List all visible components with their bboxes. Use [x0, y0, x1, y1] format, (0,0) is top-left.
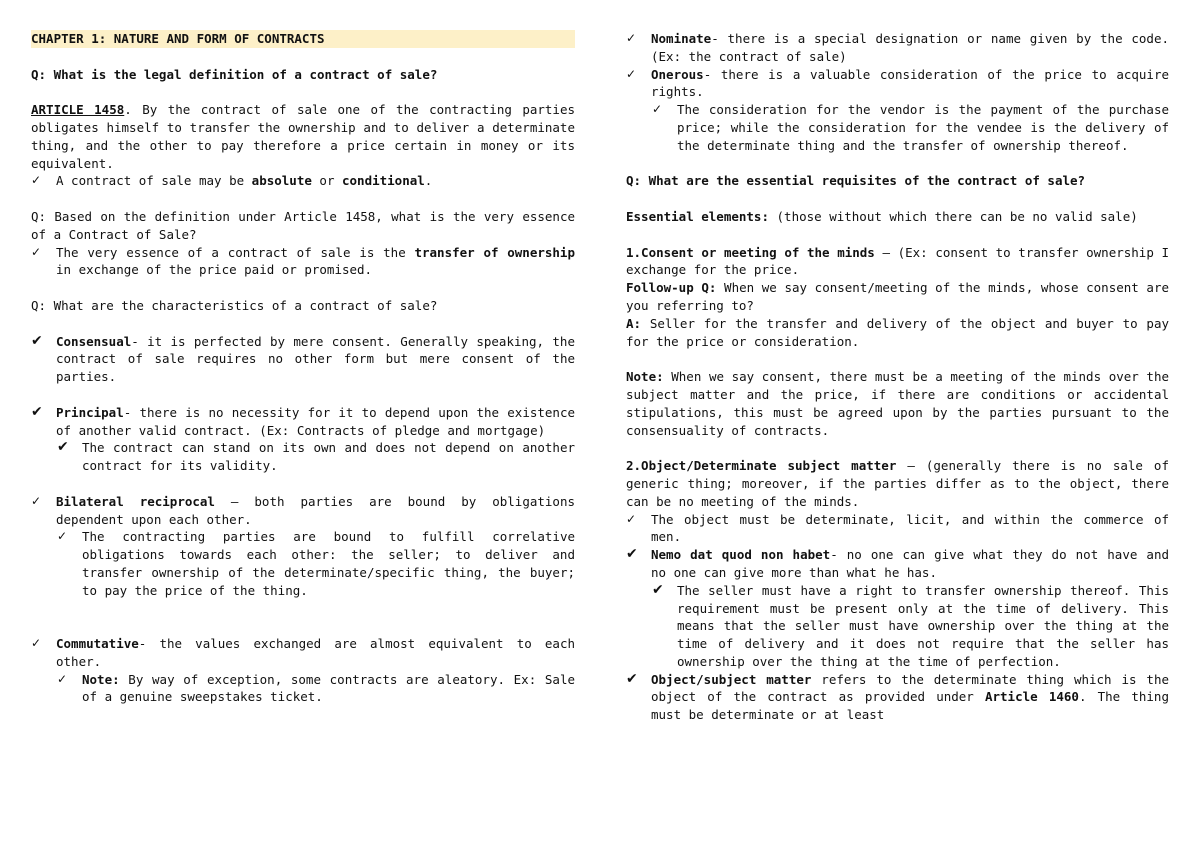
sub-item-nemo-dat: ✔ The seller must have a right to transfer ownership thereof. This requirement must be present only at the time of delivery. This means that the seller must have ownership over the thing at the time of delivery and it does not require that the seller has ownership over the thing at the time of perfection.	[652, 581, 1169, 669]
check-icon: ✓	[626, 511, 637, 526]
check-icon: ✓	[57, 529, 68, 544]
list-item-principal: ✔ Principal- there is no necessity for it to depend upon the existence of another valid contract. (Ex: Contracts of pledge and mortgage)	[31, 403, 575, 438]
question-3: Q: What are the characteristics of a contract of sale?	[31, 297, 438, 313]
article-1458-paragraph: ARTICLE 1458. By the contract of sale one of the contracting parties obligates himself to transfer the ownership and to deliver a determinate thing, and the other to pay therefore a price certain in money or its equivalent.	[31, 102, 576, 171]
chapter-heading: CHAPTER 1: NATURE AND FORM OF CONTRACTS	[31, 30, 575, 48]
check-bold-icon: ✔	[31, 332, 43, 349]
list-item-essence: ✓ The very essence of a contract of sale is the transfer of ownership in exchange of the price paid or promised.	[31, 244, 575, 278]
sub-item-principal: ✔ The contract can stand on its own and does not depend on another contract for its validity.	[57, 439, 575, 474]
check-icon: ✓	[626, 31, 637, 45]
check-bold-icon: ✔	[652, 581, 664, 598]
sub-item-bilateral: ✓ The contracting parties are bound to fulfill correlative obligations towards each other: the seller; to deliver and transfer ownership of the determinate/specific thing, the buyer; to pay the price of the thing.	[57, 529, 575, 598]
answer: A: Seller for the transfer and delivery of the object and buyer to pay for the price or consideration.	[626, 315, 1169, 349]
list-item-nemo-dat: ✔ Nemo dat quod non habet- no one can give what they do not have and no one can give more than what he has.	[626, 546, 1170, 580]
question-4: Q: What are the essential requisites of the contract of sale?	[626, 173, 1086, 189]
check-icon: ✓	[31, 244, 42, 259]
check-bold-icon: ✔	[31, 403, 43, 420]
check-bold-icon: ✔	[626, 546, 638, 563]
right-column	[626, 30, 1169, 724]
left-column	[31, 30, 575, 706]
check-icon: ✓	[652, 102, 663, 117]
list-item-consensual: ✔ Consensual- it is perfected by mere consent. Generally speaking, the contract of sale requires no other form but mere consent of the parties.	[31, 332, 575, 385]
list-item-object-subject: ✔ Object/subject matter refers to the determinate thing which is the object of the contract as provided under Article 1460. The thing must be determinate or at least	[626, 670, 1169, 723]
check-icon: ✓	[57, 671, 68, 686]
check-bold-icon: ✔	[626, 670, 638, 687]
list-item-object: ✓ The object must be determinate, licit, and within the commerce of men.	[626, 511, 1169, 545]
check-icon: ✓	[31, 173, 42, 188]
article-1458-label: ARTICLE 1458	[31, 102, 125, 118]
sub-item-onerous: ✓ The consideration for the vendor is the payment of the purchase price; while the consideration for the vendee is the delivery of the determinate thing and the transfer of ownership thereof.	[652, 102, 1169, 153]
list-item-bilateral: ✓ Bilateral reciprocal – both parties are bound by obligations dependent upon each other.	[31, 493, 575, 527]
list-item-absolute-conditional: ✓ A contract of sale may be absolute or conditional.	[31, 173, 433, 189]
list-item-onerous: ✓ Onerous- there is a valuable consideration of the price to acquire rights.	[626, 66, 1169, 100]
question-1: Q: What is the legal definition of a contract of sale?	[31, 66, 438, 82]
check-icon: ✓	[31, 493, 42, 508]
note-consent: Note: When we say consent, there must be a meeting of the minds over the subject matter and the price, if there are conditions or accidental stipulations, this must be agreed upon by the parties pursuant to the consensuality of contracts.	[626, 369, 1169, 438]
check-icon: ✓	[31, 636, 42, 651]
consent-paragraph: 1.Consent or meeting of the minds – (Ex: consent to transfer ownership I exchange for the price.	[626, 244, 1169, 278]
question-2: Q: Based on the definition under Article 1458, what is the very essence of a Contract of Sale?	[31, 208, 575, 242]
follow-up-question: Follow-up Q: When we say consent/meeting of the minds, whose consent are you referring to?	[626, 280, 1169, 313]
list-item-commutative: ✓ Commutative- the values exchanged are almost equivalent to each other.	[31, 636, 575, 669]
check-bold-icon: ✔	[57, 439, 69, 456]
check-icon: ✓	[626, 66, 637, 81]
essential-elements: Essential elements: (those without which there can be no valid sale)	[626, 208, 1138, 224]
list-item-nominate: ✓ Nominate- there is a special designation or name given by the code. (Ex: the contract of sale)	[626, 31, 1169, 64]
sub-item-note: ✓ Note: By way of exception, some contracts are aleatory. Ex: Sale of a genuine sweepstakes ticket.	[57, 671, 575, 705]
object-paragraph: 2.Object/Determinate subject matter – (generally there is no sale of generic thing; moreover, if the parties differ as to the object, there can be no meeting of the minds.	[626, 458, 1169, 509]
